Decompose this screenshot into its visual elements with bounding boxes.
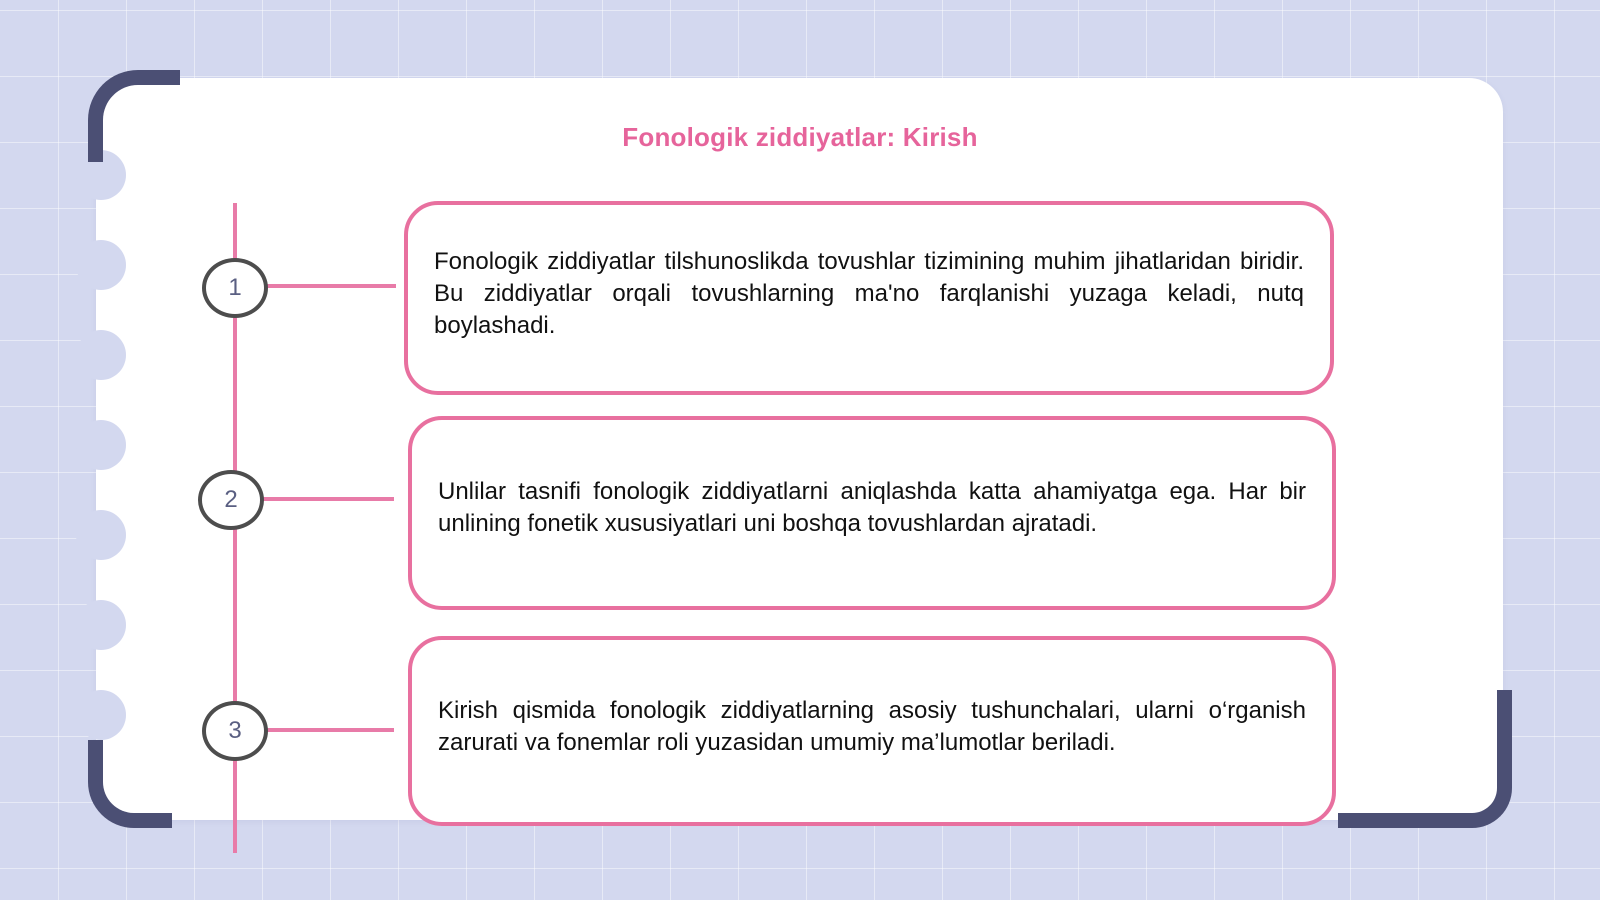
slide-title: Fonologik ziddiyatlar: Kirish: [622, 122, 978, 152]
paper-notch: [76, 240, 126, 290]
card-text: Unlilar tasnifi fonologik ziddiyatlarni aniqlashda katta ahamiyatga ega. Har bir unlining fonetik xususiyatlari uni boshqa tovushlardan ajratadi.: [438, 478, 1306, 537]
timeline-marker-1: [202, 258, 268, 318]
paper-notch: [76, 690, 126, 740]
paper-notch: [76, 330, 126, 380]
timeline-card-1: [404, 201, 1334, 395]
marker-number: 2: [224, 486, 238, 513]
timeline-marker-2: [198, 470, 264, 530]
timeline-connector: [266, 728, 394, 732]
corner-bracket-top-left: [88, 70, 180, 162]
paper-notch: [76, 510, 126, 560]
marker-number: 1: [228, 274, 242, 301]
corner-bracket-bottom-left: [88, 740, 172, 828]
timeline-marker-3: [202, 701, 268, 761]
timeline-connector: [262, 497, 394, 501]
timeline-connector: [266, 284, 396, 288]
timeline-card-3: [408, 636, 1336, 826]
timeline-card-2: [408, 416, 1336, 610]
marker-number: 3: [228, 717, 242, 744]
card-text: Kirish qismida fonologik ziddiyatlarning asosiy tushunchalari, ularni o‘rganish zarurati va fonemlar roli yuzasidan umumiy ma’lumotlar beriladi.: [438, 697, 1306, 756]
corner-bracket-bottom-right: [1338, 690, 1512, 828]
card-text: Fonologik ziddiyatlar tilshunoslikda tovushlar tizimining muhim jihatlaridan biridir. Bu ziddiyatlar orqali tovushlarning ma'no farqlanishi yuzaga keladi, nutq boylashadi.: [434, 248, 1304, 339]
paper-notch: [76, 600, 126, 650]
paper-notch: [76, 420, 126, 470]
